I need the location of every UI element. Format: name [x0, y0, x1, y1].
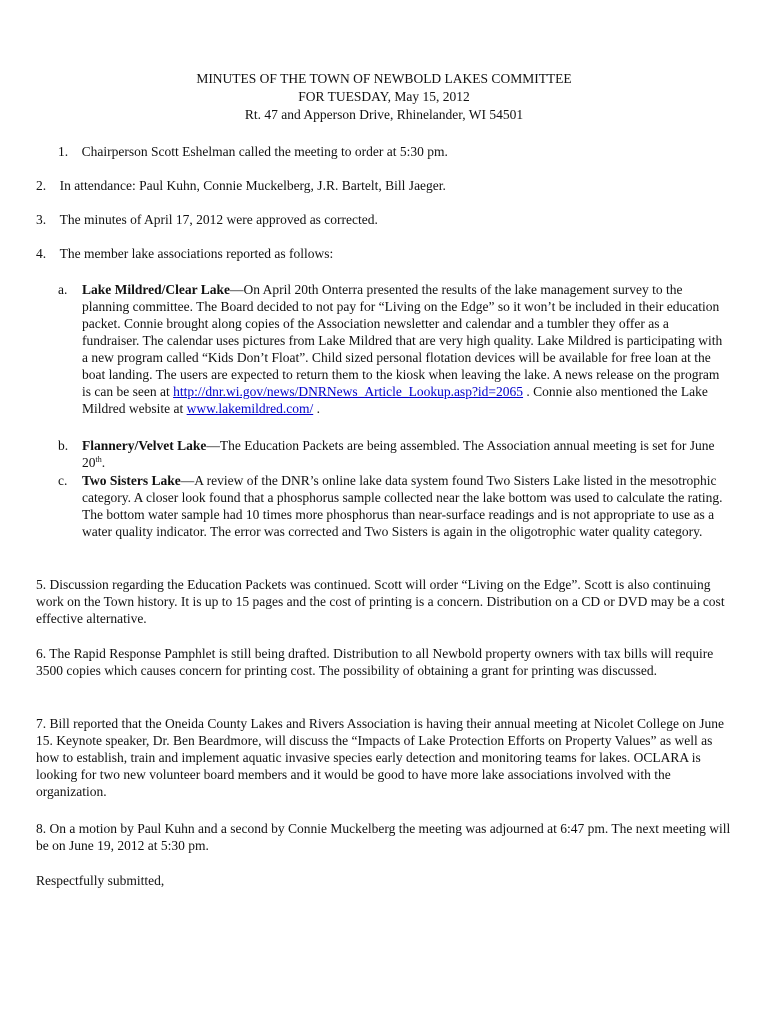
subitem-letter: c. — [58, 473, 68, 488]
item-1 — [58, 143, 754, 160]
subitem-letter: a. — [58, 282, 68, 297]
paragraph-8: 8. On a motion by Paul Kuhn and a second by Connie Muckelberg the meeting was adjourned at 6:47 pm. The next meeting will be on June 19, 2012 at 5:30 pm. — [36, 821, 731, 853]
subitem-text-3: . — [313, 401, 320, 416]
subitem-text: —On April 20th Onterra presented the results of the lake management survey to the planning committee. The Board decided to not pay for “Living on the Edge” so it won’t be included in their education packet. Connie brought along copies of the Association newsletter and calendar and a tumbler they offer as a fundraiser. The calendar uses pictures from Lake Mildred that are very high quality. Lake Mildred is participating with a new program called “Kids Don’t Float”. Child sized personal flotation devices will be available for free loan at the boat landing. The users are expected to return them to the kiosk when leaving the lake. A news release on the program is can be seen at — [82, 282, 723, 399]
item-3 — [36, 211, 732, 228]
document-header — [0, 70, 768, 124]
paragraph-6: 6. The Rapid Response Pamphlet is still being drafted. Distribution to all Newbold property owners with tax bills will require 3500 copies which causes concern for printing cost. The possibility of obtaining a grant for printing was discussed. — [36, 646, 714, 678]
date-line: FOR TUESDAY, May 15, 2012 — [298, 89, 470, 104]
paragraph-7: 7. Bill reported that the Oneida County Lakes and Rivers Association is having their annual meeting at Nicolet College on June 15. Keynote speaker, Dr. Ben Beardmore, will discuss the “Impacts of Lake Protection Efforts on Property Values” as well as how to establish, train and implement aquatic invasive species early detection and monitoring teams for lakes. OCLARA is looking for two new volunteer board members and it would be good to have more lake associations involved with the organization. — [36, 716, 724, 799]
title-line: MINUTES OF THE TOWN OF NEWBOLD LAKES COMMITTEE — [196, 71, 572, 86]
subitem-text-2: . Connie also mentioned the Lake Mildred website at — [82, 384, 708, 416]
dnr-news-link[interactable]: http://dnr.wi.gov/news/DNRNews_Article_Lookup.asp?id=2065 — [173, 384, 524, 399]
subitem-two-sisters — [58, 472, 728, 540]
subitem-title: Two Sisters Lake — [82, 473, 181, 488]
item-text: Chairperson Scott Eshelman called the meeting to order at 5:30 pm. — [81, 144, 448, 159]
subitem-lake-mildred — [58, 281, 728, 417]
item-number: 2. — [36, 178, 47, 193]
closing-line: Respectfully submitted, — [36, 873, 165, 888]
subitem-title: Lake Mildred/Clear Lake — [82, 282, 230, 297]
item-number: 1. — [58, 144, 69, 159]
item-number: 3. — [36, 212, 47, 227]
subitem-body — [82, 472, 728, 540]
location-line: Rt. 47 and Apperson Drive, Rhinelander, WI 54501 — [244, 107, 524, 122]
item-2 — [36, 177, 732, 194]
item-text: In attendance: Paul Kuhn, Connie Muckelberg, J.R. Bartelt, Bill Jaeger. — [59, 178, 446, 193]
subitem-body — [82, 281, 728, 417]
item-4 — [36, 245, 732, 262]
item-number: 4. — [36, 246, 47, 261]
subitem-text-2: . — [101, 455, 106, 470]
lakemildred-link[interactable]: www.lakemildred.com/ — [186, 401, 314, 416]
subitem-text: —A review of the DNR’s online lake data system found Two Sisters Lake listed in the mesotrophic category. A closer look found that a phosphorus sample collected near the lake bottom was used to calculate the rating. The bottom water sample had 10 times more phosphorus than near-surface readings and is not appropriate to use as a water quality indicator. The error was corrected and Two Sisters is again in the oligotrophic water quality category. — [82, 473, 723, 539]
subitem-text: —The Education Packets are being assembled. The Association annual meeting is set for June 20 — [82, 438, 715, 470]
paragraph-5: 5. Discussion regarding the Education Packets was continued. Scott will order “Living on the Edge”. Scott is also continuing work on the Town history. It is up to 15 pages and the cost of printing is a concern. Distribution on a CD or DVD may be a cost effective alternative. — [36, 577, 725, 626]
subitem-title: Flannery/Velvet Lake — [82, 438, 207, 453]
subitem-letter: b. — [58, 438, 69, 453]
ordinal-suffix: th — [95, 455, 102, 464]
item-text: The minutes of April 17, 2012 were approved as corrected. — [59, 212, 378, 227]
subitem-body — [82, 437, 728, 471]
item-text: The member lake associations reported as follows: — [59, 246, 334, 261]
subitem-flannery — [58, 437, 728, 471]
